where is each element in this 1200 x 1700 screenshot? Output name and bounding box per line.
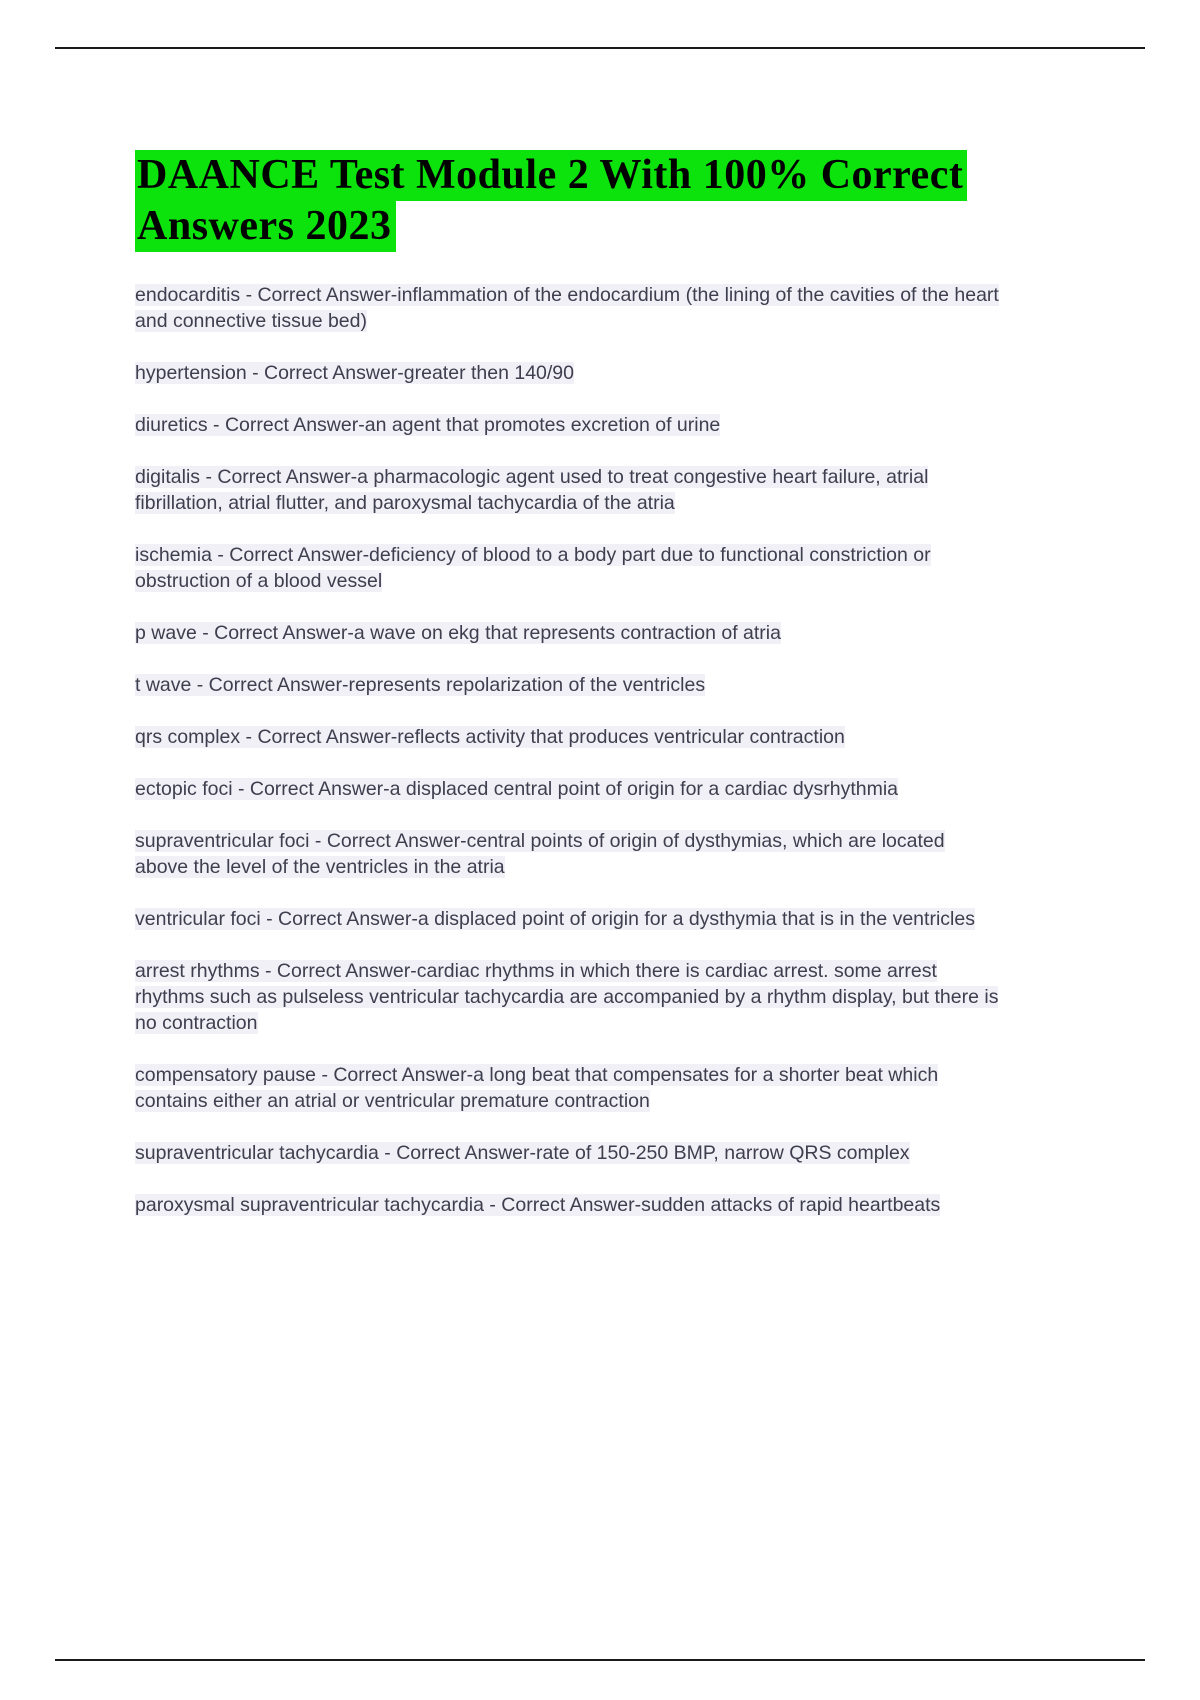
qa-list xyxy=(135,282,1000,1218)
page-title-highlight: DAANCE Test Module 2 With 100% Correct Answers 2023 xyxy=(135,150,967,252)
qa-item: ventricular foci - Correct Answer-a displaced point of origin for a dysthymia that is in the ventricles xyxy=(135,908,975,930)
page-title xyxy=(135,150,1000,252)
document-content xyxy=(135,150,1000,1244)
qa-item: compensatory pause - Correct Answer-a long beat that compensates for a shorter beat which contains either an atrial or ventricular premature contraction xyxy=(135,1064,939,1112)
qa-item: endocarditis - Correct Answer-inflammation of the endocardium (the lining of the cavities of the heart and connective tissue bed) xyxy=(135,284,999,332)
qa-item: ectopic foci - Correct Answer-a displaced central point of origin for a cardiac dysrhythmia xyxy=(135,778,899,800)
qa-item: ischemia - Correct Answer-deficiency of blood to a body part due to functional constriction or obstruction of a blood vessel xyxy=(135,544,931,592)
qa-item: hypertension - Correct Answer-greater then 140/90 xyxy=(135,362,574,384)
qa-item: supraventricular foci - Correct Answer-central points of origin of dysthymias, which are located above the level of the ventricles in the atria xyxy=(135,830,945,878)
qa-item: paroxysmal supraventricular tachycardia - Correct Answer-sudden attacks of rapid heartbeats xyxy=(135,1194,941,1216)
qa-item: diuretics - Correct Answer-an agent that promotes excretion of urine xyxy=(135,414,721,436)
top-rule xyxy=(55,47,1145,49)
bottom-rule xyxy=(55,1659,1145,1661)
qa-item: p wave - Correct Answer-a wave on ekg that represents contraction of atria xyxy=(135,622,781,644)
qa-item: digitalis - Correct Answer-a pharmacologic agent used to treat congestive heart failure, atrial fibrillation, atrial flutter, and paroxysmal tachycardia of the atria xyxy=(135,466,929,514)
qa-item: qrs complex - Correct Answer-reflects activity that produces ventricular contraction xyxy=(135,726,845,748)
qa-item: t wave - Correct Answer-represents repolarization of the ventricles xyxy=(135,674,706,696)
qa-item: supraventricular tachycardia - Correct Answer-rate of 150-250 BMP, narrow QRS complex xyxy=(135,1142,910,1164)
qa-item: arrest rhythms - Correct Answer-cardiac rhythms in which there is cardiac arrest. some arrest rhythms such as pulseless ventricular tachycardia are accompanied by a rhythm display, but there is no contraction xyxy=(135,960,999,1034)
